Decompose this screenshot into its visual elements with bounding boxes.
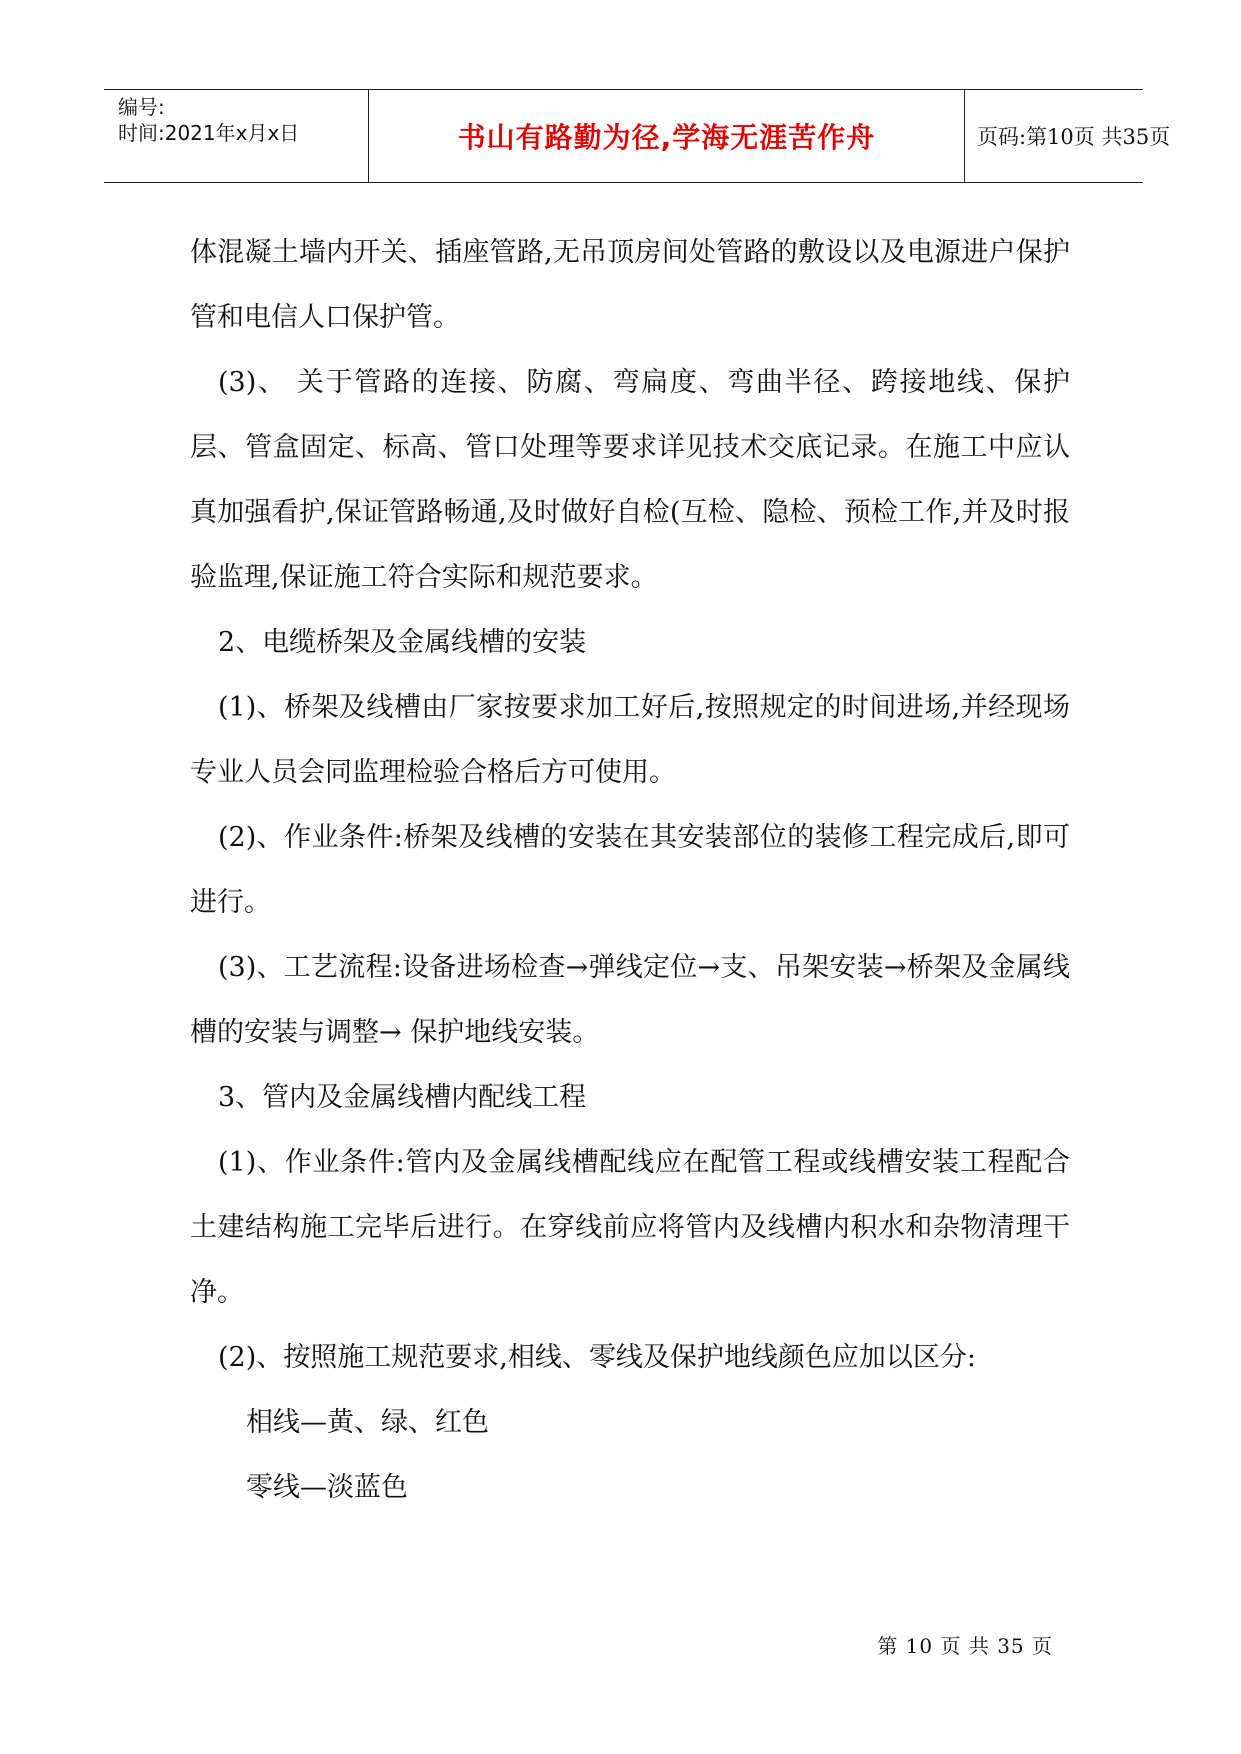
section-heading: 2、电缆桥架及金属线槽的安装 bbox=[218, 627, 587, 658]
document-number-label: 编号: bbox=[118, 95, 165, 119]
body-paragraph: (2)、按照施工规范要求,相线、零线及保护地线颜色应加以区分: bbox=[218, 1342, 976, 1373]
section-heading: 3、管内及金属线槽内配线工程 bbox=[218, 1082, 587, 1113]
body-paragraph: (1)、作业条件:管内及金属线槽配线应在配管工程或线槽安装工程配合土建结构施工完毕后进行。在穿线前应将管内及线槽内积水和杂物清理干净。 bbox=[190, 1147, 1070, 1308]
body-paragraph: (2)、作业条件:桥架及线槽的安装在其安装部位的装修工程完成后,即可进行。 bbox=[190, 822, 1070, 918]
body-paragraph: (3)、 关于管路的连接、防腐、弯扁度、弯曲半径、跨接地线、保护层、管盒固定、标高、管口处理等要求详见技术交底记录。在施工中应认真加强看护,保证管路畅通,及时做好自检(互检、隐检、预检工作,并及时报验监理,保证施工符合实际和规范要求。 bbox=[190, 367, 1070, 593]
list-item: 相线—黄、绿、红色 bbox=[246, 1407, 489, 1438]
header-motto: 书山有路勤为径,学海无涯苦作舟 bbox=[457, 121, 876, 154]
document-body bbox=[190, 220, 1070, 1520]
header-page-info: 页码:第10页 共35页 bbox=[977, 125, 1171, 149]
list-item: 零线—淡蓝色 bbox=[246, 1472, 408, 1503]
body-paragraph: (1)、桥架及线槽由厂家按要求加工好后,按照规定的时间进场,并经现场专业人员会同监理检验合格后方可使用。 bbox=[190, 692, 1070, 788]
header-meta-cell bbox=[104, 90, 369, 182]
header-page-cell bbox=[965, 90, 1171, 182]
body-paragraph: (3)、工艺流程:设备进场检查→弹线定位→支、吊架安装→桥架及金属线槽的安装与调整→ 保护地线安装。 bbox=[190, 952, 1070, 1048]
page-footer: 第 10 页 共 35 页 bbox=[877, 1634, 1053, 1658]
document-header bbox=[104, 89, 1171, 183]
document-time-label: 时间:2021年x月x日 bbox=[118, 121, 300, 145]
header-motto-cell bbox=[369, 90, 965, 182]
body-paragraph: 体混凝土墙内开关、插座管路,无吊顶房间处管路的敷设以及电源进户保护管和电信人口保护管。 bbox=[190, 237, 1070, 333]
